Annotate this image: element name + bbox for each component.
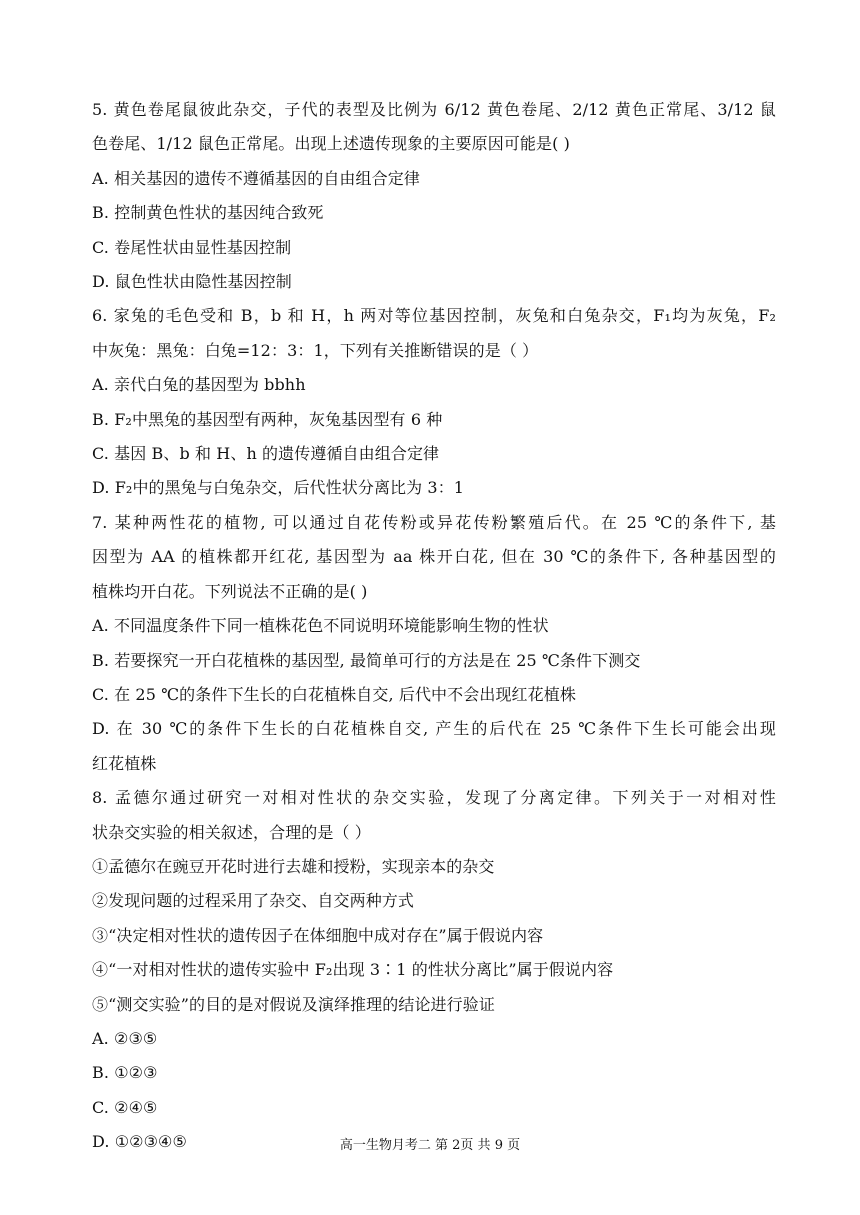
question-7: [92, 506, 776, 781]
question-7-option-a: A. 不同温度条件下同一植株花色不同说明环境能影响生物的性状: [92, 616, 549, 636]
page-footer: 高一生物月考二 第 2页 共 9 页: [339, 1138, 521, 1153]
question-5-option-a: A. 相关基因的遗传不遵循基因的自由组合定律: [92, 168, 420, 188]
question-5-stem-line-1: 5. 黄色卷尾鼠彼此杂交，子代的表型及比例为 6/12 黄色卷尾、2/12 黄色正常尾、3/12 鼠: [92, 100, 776, 119]
question-8-option-a: A. ②③⑤: [92, 1028, 158, 1048]
question-8-stem-line-1: 8. 孟德尔通过研究一对相对性状的杂交实验，发现了分离定律。下列关于一对相对性: [92, 788, 776, 808]
question-7-option-c: C. 在 25 ℃的条件下生长的白花植株自交, 后代中不会出现红花植株: [92, 684, 576, 704]
question-7-stem-line-1: 7. 某种两性花的植物, 可以通过自花传粉或异花传粉繁殖后代。在 25 ℃的条件下, 基: [92, 512, 776, 532]
question-5-option-b: B. 控制黄色性状的基因纯合致死: [92, 203, 324, 223]
question-8-option-d: D. ①②③④⑤: [92, 1132, 187, 1152]
question-8: [92, 781, 776, 1159]
question-7-option-d-line-1: D. 在 30 ℃的条件下生长的白花植株自交, 产生的后代在 25 ℃条件下生长可能会出现: [92, 719, 776, 739]
question-5: [92, 93, 776, 299]
question-8-statement-2: ②发现问题的过程采用了杂交、自交两种方式: [92, 891, 415, 911]
question-5-option-c: C. 卷尾性状由显性基因控制: [92, 237, 292, 257]
question-7-stem-line-2: 因型为 AA 的植株都开红花, 基因型为 aa 株开白花, 但在 30 ℃的条件下, 各种基因型的: [92, 547, 776, 567]
question-8-statement-4: ④“一对相对性状的遗传实验中 F₂出现 3∶1 的性状分离比”属于假说内容: [92, 960, 614, 980]
question-7-stem-line-3: 植株均开白花。下列说法不正确的是( ): [92, 581, 368, 601]
question-5-stem-line-2: 色卷尾、1/12 鼠色正常尾。出现上述遗传现象的主要原因可能是( ): [92, 134, 570, 154]
question-8-statement-5: ⑤“测交实验”的目的是对假说及演绎推理的结论进行验证: [92, 994, 495, 1014]
question-6-stem-line-2: 中灰兔：黑兔：白兔=12：3：1，下列有关推断错误的是（ ）: [92, 340, 539, 360]
question-6-option-a: A. 亲代白兔的基因型为 bbhh: [92, 375, 306, 395]
exam-page-content: [92, 93, 776, 1160]
question-8-stem-line-2: 状杂交实验的相关叙述，合理的是（ ）: [92, 822, 371, 842]
question-8-option-c: C. ②④⑤: [92, 1097, 158, 1117]
question-8-option-b: B. ①②③: [92, 1063, 158, 1083]
question-8-statement-3: ③“决定相对性状的遗传因子在体细胞中成对存在”属于假说内容: [92, 925, 544, 945]
question-6-option-c: C. 基因 B、b 和 H、h 的遗传遵循自由组合定律: [92, 444, 440, 464]
question-6-option-d: D. F₂中的黑兔与白兔杂交，后代性状分离比为 3：1: [92, 478, 465, 498]
question-5-option-d: D. 鼠色性状由隐性基因控制: [92, 272, 292, 292]
question-7-option-b: B. 若要探究一开白花植株的基因型, 最简单可行的方法是在 25 ℃条件下测交: [92, 650, 641, 670]
question-6-option-b: B. F₂中黑兔的基因型有两种，灰兔基因型有 6 种: [92, 409, 443, 429]
question-7-option-d-line-2: 红花植株: [92, 753, 157, 773]
question-8-statement-1: ①孟德尔在豌豆开花时进行去雄和授粉，实现亲本的杂交: [92, 856, 495, 876]
question-6-stem-line-1: 6. 家兔的毛色受和 B，b 和 H，h 两对等位基因控制，灰兔和白兔杂交，F₁均为灰兔，F₂: [92, 306, 776, 326]
question-6: [92, 299, 776, 505]
